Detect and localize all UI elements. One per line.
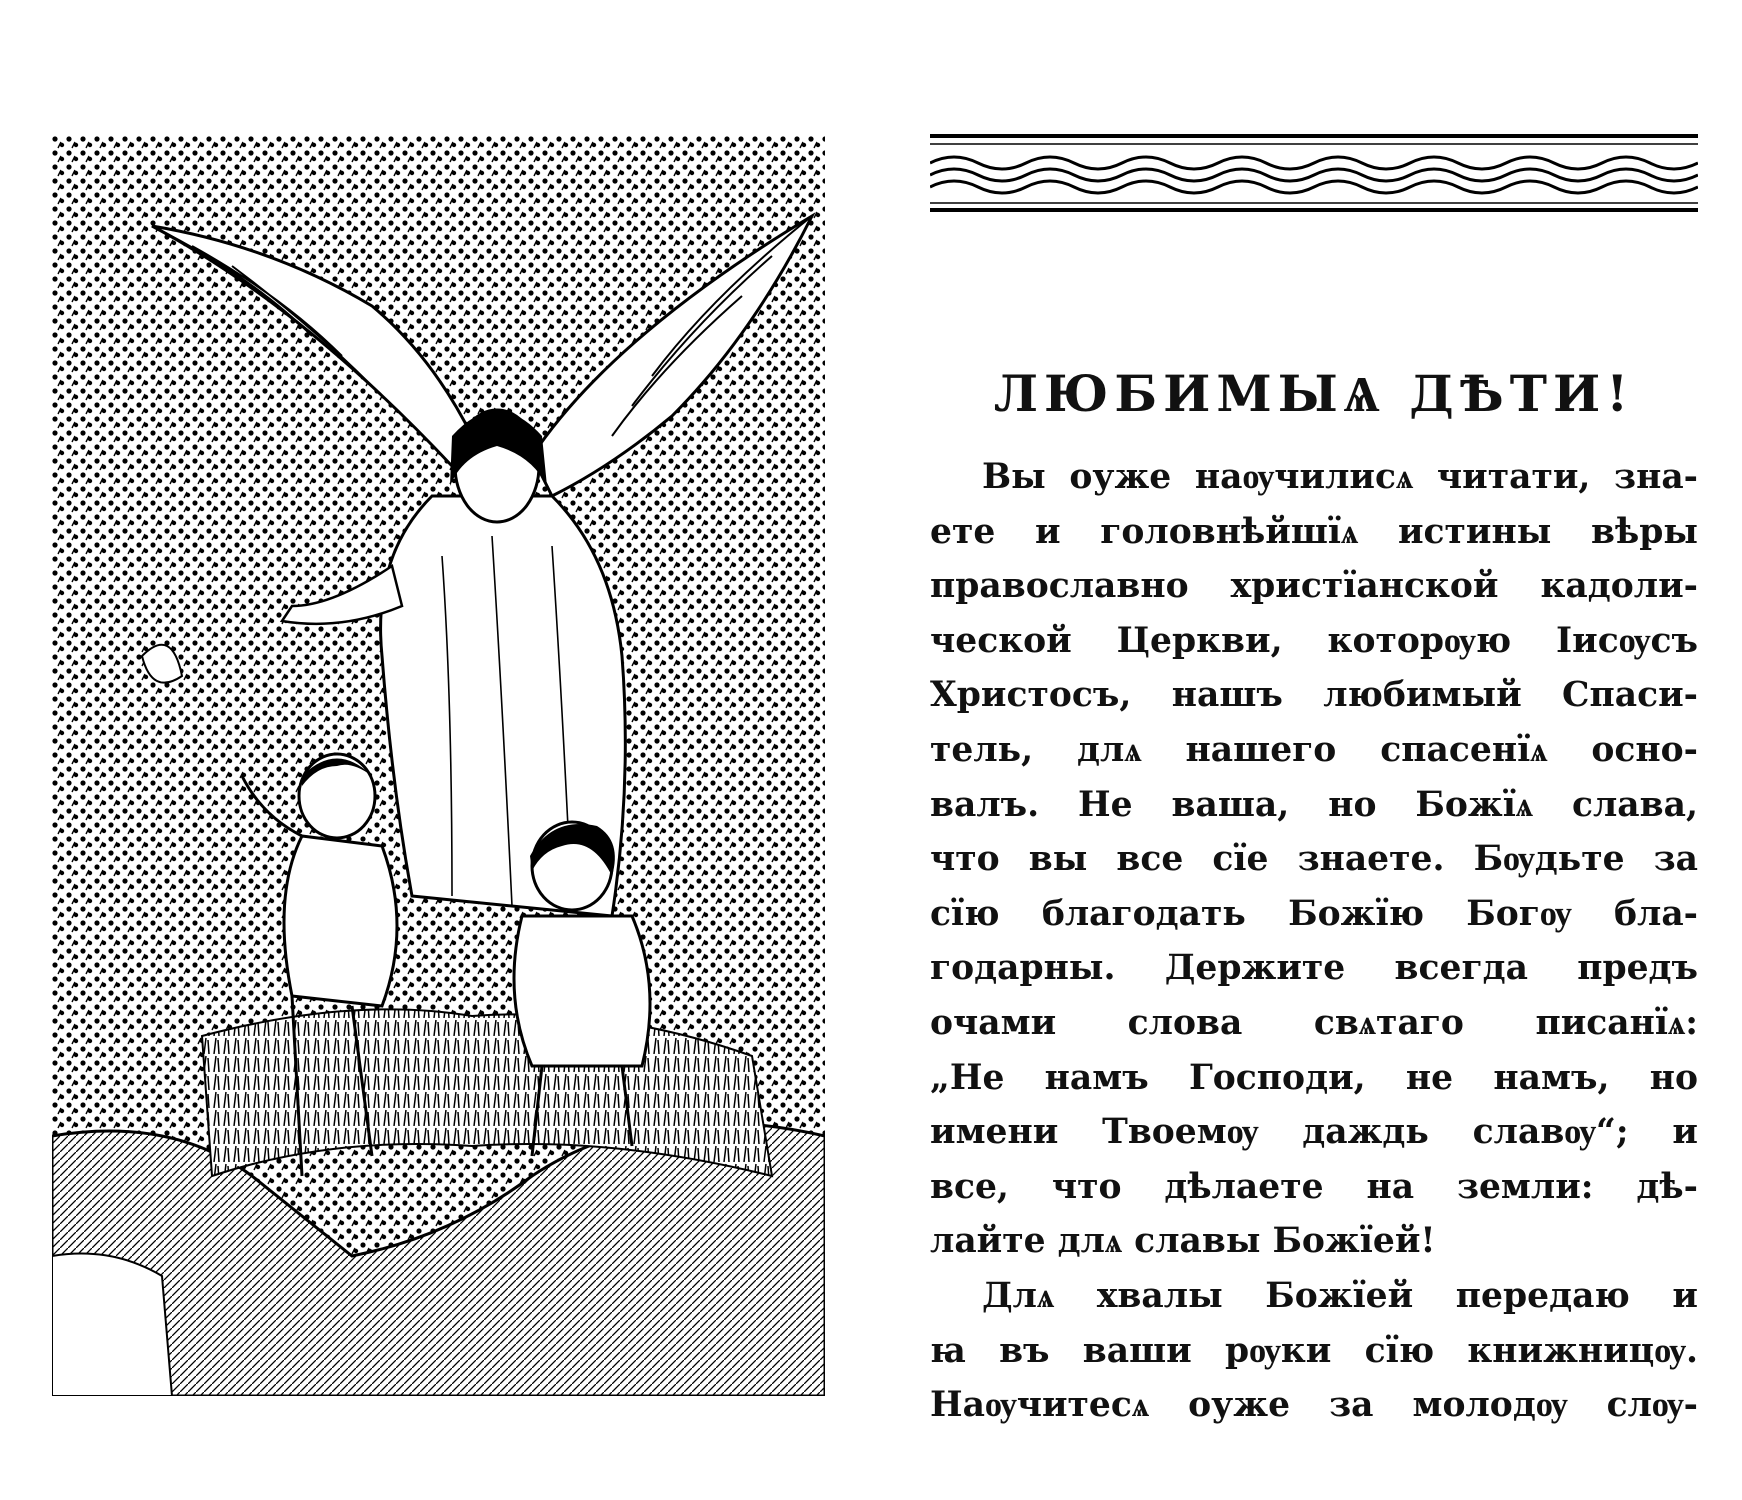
decorative-header-band bbox=[930, 133, 1698, 213]
paragraph-2-line-1: Длѧ хвалы Божїей передаю и bbox=[982, 1275, 1698, 1316]
paragraph-1-line-11: очами слова свѧтаго писанїѧ: bbox=[930, 1002, 1698, 1043]
paragraph-2-line-3: Наѹчитесѧ оуже за молодѹ слѹ- bbox=[930, 1385, 1698, 1426]
paragraph-1-line-15: лайте длѧ славы Божїей! bbox=[930, 1221, 1436, 1262]
paragraph-1-line-6: тель, длѧ нашего спасенїѧ осно- bbox=[930, 729, 1698, 770]
paragraph-1-line-3: православно христїанской кадоли- bbox=[930, 566, 1698, 607]
paragraph-1-line-10: годарны. Держите всегда предъ bbox=[930, 948, 1698, 989]
paragraph-1-line-9: сїю благодать Божїю Богѹ бла- bbox=[930, 893, 1698, 934]
angel-illustration bbox=[52, 136, 825, 1396]
paragraph-1-line-4: ческой Церкви, которѹю Іисѹсъ bbox=[930, 620, 1698, 661]
paragraph-2-line-2: ꙗ въ ваши рѹки сїю книжницѹ. bbox=[930, 1330, 1698, 1371]
paragraph-1-line-8: что вы все сїе знаете. Бѹдьте за bbox=[930, 839, 1698, 880]
paragraph-1-line-7: валъ. Не ваша, но Божїѧ слава, bbox=[930, 784, 1698, 825]
paragraph-1-line-14: все, что дѣлаете на земли: дѣ- bbox=[930, 1166, 1698, 1207]
paragraph-1-line-12: „Не намъ Господи, не намъ, но bbox=[930, 1057, 1698, 1098]
page-title: ЛЮБИМЫѦ ДѢТИ! bbox=[993, 363, 1635, 423]
paragraph-1-line-1: Вы оуже наѹчилисѧ читати, зна- bbox=[982, 457, 1698, 497]
paragraph-1-line-2: ете и головнѣйшїѧ истины вѣры bbox=[930, 511, 1698, 552]
paragraph-1-line-13: имени Твоемѹ даждь славѹ“; и bbox=[930, 1112, 1698, 1153]
text-body bbox=[930, 450, 1698, 1433]
paragraph-1-line-5: Христосъ, нашъ любимый Спаси- bbox=[930, 675, 1698, 716]
